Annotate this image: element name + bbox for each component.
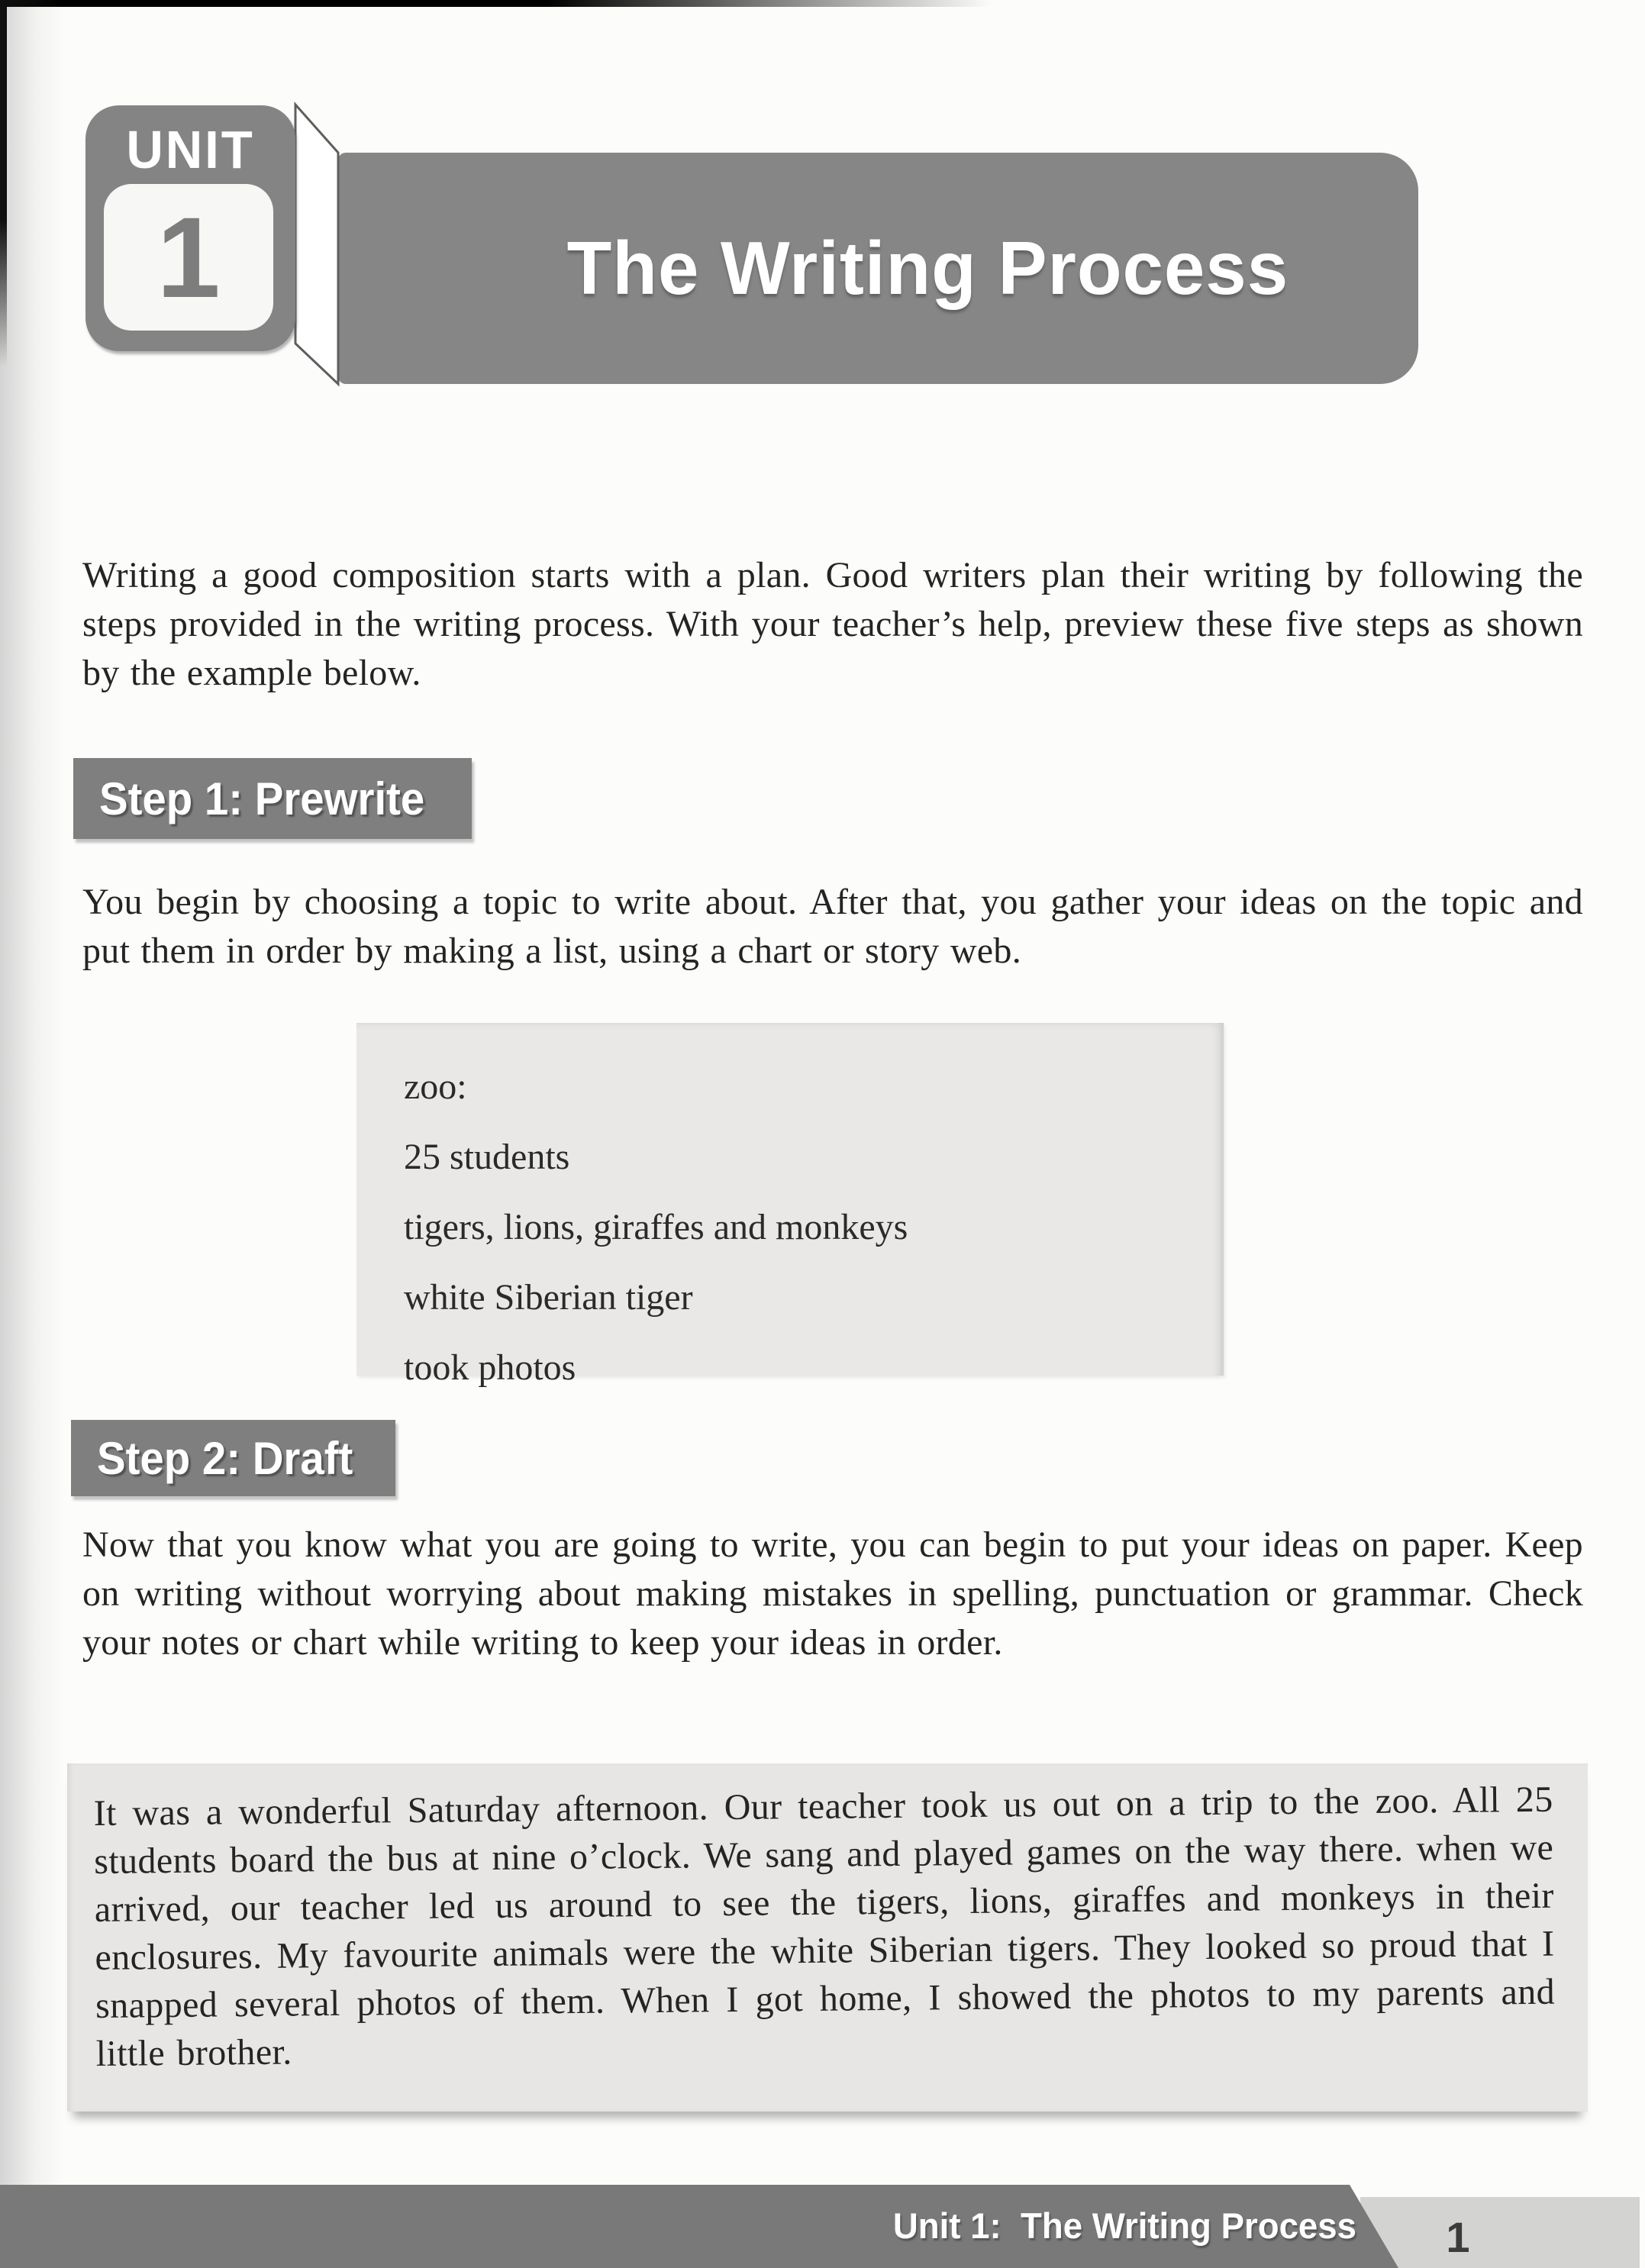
unit-number: 1 bbox=[156, 192, 221, 321]
prewrite-example-box bbox=[356, 1023, 1224, 1388]
example-line-topic: zoo: bbox=[404, 1066, 467, 1107]
step-2-heading: Step 2: Draft bbox=[97, 1432, 353, 1484]
unit-badge bbox=[85, 105, 295, 351]
unit-number-box bbox=[104, 184, 273, 331]
example-line-tiger: white Siberian tiger bbox=[404, 1277, 693, 1318]
unit-title-banner bbox=[338, 153, 1418, 384]
page-title: The Writing Process bbox=[566, 226, 1289, 310]
step-1-heading: Step 1: Prewrite bbox=[99, 773, 425, 824]
example-line-animals: tigers, lions, giraffes and monkeys bbox=[404, 1207, 908, 1247]
example-line-photos: took photos bbox=[404, 1347, 576, 1388]
draft-example-box bbox=[67, 1763, 1588, 2112]
scan-edge-top bbox=[0, 0, 992, 7]
example-line-students: 25 students bbox=[404, 1137, 570, 1177]
step-1-paragraph: You begin by choosing a topic to write about. After that, you gather your ideas on the topic and put them in order by making a list, using a chart or story web. bbox=[82, 882, 1583, 971]
page-number: 1 bbox=[1446, 2213, 1470, 2261]
step-1-heading-badge bbox=[73, 758, 472, 839]
step-2-paragraph: Now that you know what you are going to write, you can begin to put your ideas on paper. Keep on writing without worrying about making mistakes in spelling, punctuation or grammar. Check your notes or chart while writing to keep your ideas in order. bbox=[82, 1524, 1583, 1663]
scan-shadow-left bbox=[0, 0, 65, 2268]
draft-example-paragraph: It was a wonderful Saturday afternoon. Our teacher took us out on a trip to the zoo. All 25 students board the bus at nine o’clock. We sang and played games on the way there. when we arrived, our teacher led us around to see the tigers, lions, giraffes and monkeys in their enclosures. My favourite animals were the white Siberian tigers. They looked so proud that I snapped several photos of them. When I got home, I showed the photos to my parents and little brother. bbox=[93, 1779, 1556, 2075]
unit-label: UNIT bbox=[126, 120, 255, 179]
footer-title: Unit 1: The Writing Process bbox=[892, 2205, 1356, 2246]
unit-badge-spine bbox=[290, 98, 345, 392]
intro-paragraph: Writing a good composition starts with a plan. Good writers plan their writing by following the steps provided in the writing process. With your teacher’s help, preview these five steps as shown by the example below. bbox=[82, 555, 1583, 693]
step-2-heading-badge bbox=[71, 1420, 395, 1496]
footer-page-corner bbox=[1360, 2197, 1640, 2268]
